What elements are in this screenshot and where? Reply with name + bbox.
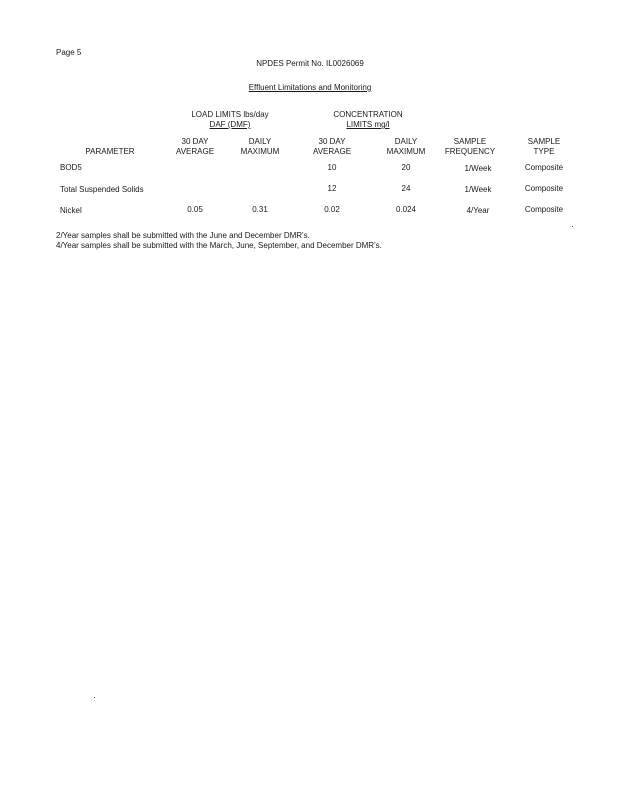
scan-speck xyxy=(94,697,95,698)
cell-load-avg: 0.05 xyxy=(187,205,203,214)
cell-conc-avg: 0.02 xyxy=(324,205,340,214)
cell-parameter: BOD5 xyxy=(60,163,82,172)
cell-type: Composite xyxy=(524,184,564,193)
cell-frequency: 1/Week xyxy=(464,185,492,194)
col-conc-30day-average: 30 DAY AVERAGE xyxy=(312,137,352,156)
col-sample-type: SAMPLE TYPE xyxy=(527,137,561,156)
cell-type: Composite xyxy=(524,163,564,172)
load-limits-line2: DAF (DMF) xyxy=(209,120,251,129)
cell-conc-max: 0.024 xyxy=(395,205,417,214)
table-row xyxy=(0,205,619,219)
section-title xyxy=(210,83,410,92)
concentration-limits-header xyxy=(318,110,418,130)
table-row xyxy=(0,163,619,177)
footnote: 4/Year samples shall be submitted with the March, June, September, and December DMR's. xyxy=(56,241,382,250)
footnote: 2/Year samples shall be submitted with the June and December DMR's. xyxy=(56,231,310,240)
cell-frequency: 4/Year xyxy=(466,206,490,215)
load-limits-header xyxy=(180,110,280,130)
cell-load-max: 0.31 xyxy=(252,205,268,214)
concentration-line1: CONCENTRATION xyxy=(333,110,403,119)
page-number: Page 5 xyxy=(56,48,82,57)
cell-parameter: Nickel xyxy=(60,206,82,215)
permit-number: NPDES Permit No. IL0026069 xyxy=(256,59,364,68)
cell-conc-avg: 10 xyxy=(327,163,337,172)
cell-type: Composite xyxy=(524,205,564,214)
col-load-30day-average: 30 DAY AVERAGE xyxy=(175,137,215,156)
load-limits-line1: LOAD LIMITS lbs/day xyxy=(191,110,269,119)
col-sample-frequency: SAMPLE FREQUENCY xyxy=(444,137,496,156)
cell-conc-max: 24 xyxy=(401,184,411,193)
cell-parameter: Total Suspended Solids xyxy=(60,185,144,194)
section-title-text: Effluent Limitations and Monitoring xyxy=(248,83,372,92)
scan-speck xyxy=(572,226,573,227)
cell-conc-max: 20 xyxy=(401,163,411,172)
cell-conc-avg: 12 xyxy=(327,184,337,193)
cell-frequency: 1/Week xyxy=(464,164,492,173)
col-conc-daily-maximum: DAILY MAXIMUM xyxy=(386,137,426,156)
col-parameter: PARAMETER xyxy=(85,147,135,156)
table-row xyxy=(0,184,619,198)
concentration-line2: LIMITS mg/l xyxy=(346,120,390,129)
col-load-daily-maximum: DAILY MAXIMUM xyxy=(240,137,280,156)
